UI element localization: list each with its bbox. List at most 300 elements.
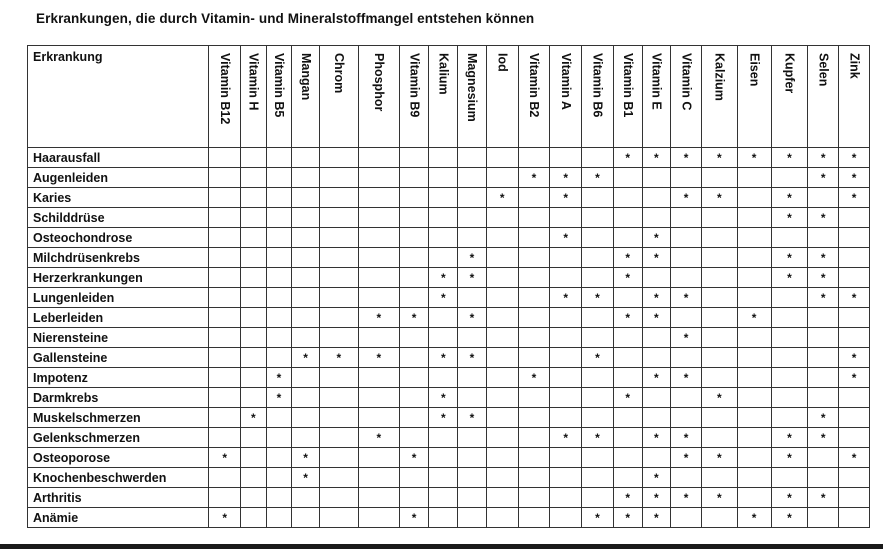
disease-name: Gallensteine (28, 348, 209, 368)
empty-cell (292, 168, 320, 188)
empty-cell (613, 228, 642, 248)
empty-cell (642, 168, 671, 188)
deficiency-mark: * (399, 448, 429, 468)
empty-cell (771, 308, 808, 328)
empty-cell (241, 328, 267, 348)
empty-cell (399, 428, 429, 448)
empty-cell (399, 228, 429, 248)
empty-cell (486, 408, 518, 428)
deficiency-mark: * (771, 268, 808, 288)
table-row (28, 268, 870, 288)
empty-cell (486, 308, 518, 328)
empty-cell (458, 388, 487, 408)
disease-name: Milchdrüsenkrebs (28, 248, 209, 268)
empty-cell (486, 468, 518, 488)
header-nutrient (266, 46, 292, 148)
disease-name: Karies (28, 188, 209, 208)
deficiency-mark: * (613, 488, 642, 508)
empty-cell (642, 268, 671, 288)
empty-cell (358, 408, 399, 428)
empty-cell (808, 448, 839, 468)
empty-cell (429, 168, 458, 188)
empty-cell (613, 288, 642, 308)
deficiency-mark: * (399, 308, 429, 328)
empty-cell (582, 408, 614, 428)
disease-name: Knochenbeschwerden (28, 468, 209, 488)
table-row (28, 468, 870, 488)
empty-cell (241, 288, 267, 308)
empty-cell (241, 388, 267, 408)
header-nutrient (358, 46, 399, 148)
empty-cell (458, 168, 487, 188)
empty-cell (582, 488, 614, 508)
empty-cell (319, 408, 358, 428)
table-row (28, 308, 870, 328)
header-disease: Erkrankung (28, 46, 209, 148)
empty-cell (771, 328, 808, 348)
empty-cell (209, 488, 241, 508)
empty-cell (613, 348, 642, 368)
empty-cell (429, 208, 458, 228)
header-nutrient-label: Mangan (298, 53, 313, 101)
deficiency-mark: * (209, 448, 241, 468)
deficiency-mark: * (613, 388, 642, 408)
empty-cell (701, 308, 737, 328)
deficiency-mark: * (808, 488, 839, 508)
header-nutrient (518, 46, 550, 148)
empty-cell (241, 448, 267, 468)
empty-cell (241, 248, 267, 268)
empty-cell (266, 408, 292, 428)
empty-cell (458, 488, 487, 508)
deficiency-mark: * (839, 168, 870, 188)
empty-cell (241, 228, 267, 248)
empty-cell (518, 408, 550, 428)
empty-cell (839, 208, 870, 228)
empty-cell (266, 488, 292, 508)
deficiency-mark: * (839, 148, 870, 168)
deficiency-mark: * (642, 468, 671, 488)
empty-cell (701, 268, 737, 288)
deficiency-mark: * (266, 388, 292, 408)
deficiency-mark: * (808, 168, 839, 188)
empty-cell (209, 468, 241, 488)
deficiency-mark: * (642, 288, 671, 308)
deficiency-mark: * (671, 448, 702, 468)
deficiency-mark: * (808, 408, 839, 428)
table-row (28, 228, 870, 248)
deficiency-mark: * (292, 348, 320, 368)
disease-name: Arthritis (28, 488, 209, 508)
empty-cell (292, 328, 320, 348)
empty-cell (642, 408, 671, 428)
empty-cell (319, 148, 358, 168)
empty-cell (737, 388, 771, 408)
empty-cell (319, 328, 358, 348)
empty-cell (613, 208, 642, 228)
empty-cell (582, 188, 614, 208)
empty-cell (701, 168, 737, 188)
deficiency-mark: * (671, 148, 702, 168)
header-nutrient (771, 46, 808, 148)
header-nutrient-label: Magnesium (465, 53, 480, 122)
empty-cell (737, 468, 771, 488)
bottom-rule (0, 544, 883, 549)
deficiency-mark: * (737, 308, 771, 328)
empty-cell (266, 348, 292, 368)
header-nutrient (808, 46, 839, 148)
deficiency-mark: * (808, 248, 839, 268)
disease-name: Osteochondrose (28, 228, 209, 248)
deficiency-mark: * (550, 168, 582, 188)
empty-cell (701, 408, 737, 428)
header-nutrient-label: Vitamin B9 (407, 53, 422, 118)
empty-cell (358, 248, 399, 268)
disease-name: Schilddrüse (28, 208, 209, 228)
empty-cell (701, 208, 737, 228)
empty-cell (582, 448, 614, 468)
deficiency-mark: * (582, 348, 614, 368)
empty-cell (399, 248, 429, 268)
deficiency-mark: * (839, 448, 870, 468)
header-nutrient-label: Vitamin C (679, 53, 694, 111)
empty-cell (839, 388, 870, 408)
empty-cell (429, 248, 458, 268)
empty-cell (518, 268, 550, 288)
disease-name: Herzerkrankungen (28, 268, 209, 288)
header-nutrient-label: Vitamin B5 (272, 53, 287, 118)
empty-cell (292, 228, 320, 248)
deficiency-mark: * (701, 448, 737, 468)
empty-cell (642, 348, 671, 368)
empty-cell (518, 328, 550, 348)
deficiency-mark: * (486, 188, 518, 208)
empty-cell (292, 308, 320, 328)
empty-cell (292, 368, 320, 388)
empty-cell (486, 508, 518, 528)
empty-cell (642, 188, 671, 208)
empty-cell (458, 508, 487, 528)
empty-cell (241, 468, 267, 488)
empty-cell (518, 468, 550, 488)
empty-cell (319, 448, 358, 468)
deficiency-mark: * (429, 408, 458, 428)
disease-name: Impotenz (28, 368, 209, 388)
deficiency-mark: * (319, 348, 358, 368)
empty-cell (771, 388, 808, 408)
empty-cell (209, 308, 241, 328)
empty-cell (737, 228, 771, 248)
empty-cell (671, 208, 702, 228)
empty-cell (319, 468, 358, 488)
empty-cell (808, 348, 839, 368)
header-nutrient (582, 46, 614, 148)
empty-cell (550, 348, 582, 368)
empty-cell (241, 268, 267, 288)
empty-cell (429, 308, 458, 328)
empty-cell (209, 408, 241, 428)
empty-cell (399, 468, 429, 488)
empty-cell (671, 348, 702, 368)
empty-cell (701, 468, 737, 488)
disease-name: Haarausfall (28, 148, 209, 168)
header-nutrient-label: Vitamin E (649, 53, 664, 110)
empty-cell (358, 228, 399, 248)
empty-cell (671, 228, 702, 248)
header-nutrient (241, 46, 267, 148)
deficiency-mark: * (613, 508, 642, 528)
deficiency-mark: * (808, 208, 839, 228)
empty-cell (358, 328, 399, 348)
empty-cell (358, 208, 399, 228)
empty-cell (518, 348, 550, 368)
deficiency-mark: * (671, 288, 702, 308)
empty-cell (582, 248, 614, 268)
empty-cell (737, 188, 771, 208)
empty-cell (550, 408, 582, 428)
deficiency-mark: * (550, 428, 582, 448)
empty-cell (209, 168, 241, 188)
deficiency-mark: * (613, 308, 642, 328)
empty-cell (550, 248, 582, 268)
deficiency-mark: * (458, 408, 487, 428)
empty-cell (486, 228, 518, 248)
empty-cell (808, 388, 839, 408)
empty-cell (486, 248, 518, 268)
empty-cell (737, 208, 771, 228)
deficiency-mark: * (771, 488, 808, 508)
deficiency-mark: * (358, 348, 399, 368)
deficiency-mark: * (737, 148, 771, 168)
empty-cell (429, 428, 458, 448)
empty-cell (358, 468, 399, 488)
table-row (28, 328, 870, 348)
deficiency-mark: * (642, 428, 671, 448)
deficiency-mark: * (358, 428, 399, 448)
empty-cell (550, 308, 582, 328)
empty-cell (458, 428, 487, 448)
empty-cell (808, 308, 839, 328)
empty-cell (671, 308, 702, 328)
header-nutrient (292, 46, 320, 148)
empty-cell (486, 328, 518, 348)
empty-cell (266, 428, 292, 448)
empty-cell (429, 448, 458, 468)
deficiency-mark: * (429, 268, 458, 288)
empty-cell (292, 288, 320, 308)
empty-cell (429, 328, 458, 348)
table-row (28, 208, 870, 228)
empty-cell (358, 168, 399, 188)
empty-cell (292, 408, 320, 428)
deficiency-mark: * (839, 348, 870, 368)
deficiency-mark: * (771, 508, 808, 528)
disease-name: Darmkrebs (28, 388, 209, 408)
table-row (28, 148, 870, 168)
empty-cell (642, 448, 671, 468)
empty-cell (808, 228, 839, 248)
empty-cell (839, 488, 870, 508)
empty-cell (358, 188, 399, 208)
empty-cell (737, 328, 771, 348)
empty-cell (737, 268, 771, 288)
empty-cell (209, 248, 241, 268)
empty-cell (737, 168, 771, 188)
empty-cell (771, 368, 808, 388)
empty-cell (701, 288, 737, 308)
empty-cell (613, 188, 642, 208)
deficiency-mark: * (241, 408, 267, 428)
deficiency-mark: * (550, 288, 582, 308)
empty-cell (518, 188, 550, 208)
empty-cell (613, 168, 642, 188)
empty-cell (358, 148, 399, 168)
header-nutrient-label: Vitamin A (558, 53, 573, 110)
deficiency-mark: * (292, 468, 320, 488)
empty-cell (458, 468, 487, 488)
empty-cell (518, 148, 550, 168)
empty-cell (613, 328, 642, 348)
table-row (28, 448, 870, 468)
empty-cell (839, 308, 870, 328)
empty-cell (209, 208, 241, 228)
empty-cell (737, 248, 771, 268)
disease-name: Leberleiden (28, 308, 209, 328)
table-row (28, 368, 870, 388)
empty-cell (582, 368, 614, 388)
empty-cell (292, 508, 320, 528)
empty-cell (808, 368, 839, 388)
empty-cell (582, 328, 614, 348)
empty-cell (839, 508, 870, 528)
empty-cell (399, 208, 429, 228)
empty-cell (209, 148, 241, 168)
header-nutrient (209, 46, 241, 148)
header-nutrient-label: Chrom (332, 53, 347, 94)
empty-cell (319, 388, 358, 408)
empty-cell (241, 208, 267, 228)
header-nutrient (399, 46, 429, 148)
deficiency-mark: * (429, 288, 458, 308)
deficiency-mark: * (771, 428, 808, 448)
empty-cell (701, 428, 737, 448)
header-nutrient-label: Vitamin B2 (527, 53, 542, 118)
empty-cell (241, 348, 267, 368)
empty-cell (737, 348, 771, 368)
empty-cell (209, 368, 241, 388)
deficiency-mark: * (642, 148, 671, 168)
header-nutrient (701, 46, 737, 148)
empty-cell (319, 508, 358, 528)
empty-cell (550, 268, 582, 288)
empty-cell (839, 408, 870, 428)
empty-cell (319, 248, 358, 268)
empty-cell (737, 488, 771, 508)
empty-cell (582, 228, 614, 248)
header-nutrient (642, 46, 671, 148)
empty-cell (582, 388, 614, 408)
deficiency-mark: * (642, 488, 671, 508)
deficiency-mark: * (671, 488, 702, 508)
header-nutrient-label: Iod (495, 53, 510, 72)
deficiency-mark: * (209, 508, 241, 528)
deficiency-mark: * (518, 368, 550, 388)
header-nutrient-label: Vitamin B12 (217, 53, 232, 125)
deficiency-mark: * (701, 188, 737, 208)
table-row (28, 188, 870, 208)
empty-cell (319, 428, 358, 448)
deficiency-mark: * (642, 308, 671, 328)
empty-cell (429, 368, 458, 388)
empty-cell (241, 508, 267, 528)
table-row (28, 488, 870, 508)
empty-cell (266, 268, 292, 288)
empty-cell (241, 308, 267, 328)
header-row (28, 46, 870, 148)
empty-cell (518, 508, 550, 528)
empty-cell (399, 488, 429, 508)
empty-cell (808, 188, 839, 208)
empty-cell (771, 348, 808, 368)
empty-cell (486, 428, 518, 448)
empty-cell (486, 388, 518, 408)
empty-cell (292, 188, 320, 208)
deficiency-mark: * (399, 508, 429, 528)
deficiency-mark: * (771, 248, 808, 268)
empty-cell (486, 208, 518, 228)
empty-cell (241, 148, 267, 168)
empty-cell (241, 168, 267, 188)
empty-cell (737, 368, 771, 388)
disease-name: Osteoporose (28, 448, 209, 468)
disease-name: Nierensteine (28, 328, 209, 348)
deficiency-mark: * (671, 328, 702, 348)
deficiency-mark: * (701, 148, 737, 168)
deficiency-mark: * (701, 388, 737, 408)
deficiency-mark: * (737, 508, 771, 528)
empty-cell (241, 368, 267, 388)
header-nutrient-label: Kupfer (782, 53, 797, 94)
empty-cell (737, 288, 771, 308)
empty-cell (518, 428, 550, 448)
empty-cell (613, 428, 642, 448)
header-nutrient (737, 46, 771, 148)
disease-name: Anämie (28, 508, 209, 528)
empty-cell (399, 148, 429, 168)
deficiency-mark: * (642, 508, 671, 528)
empty-cell (209, 388, 241, 408)
deficiency-mark: * (808, 268, 839, 288)
header-nutrient-label: Kalzium (712, 53, 727, 101)
deficiency-mark: * (613, 268, 642, 288)
empty-cell (399, 328, 429, 348)
empty-cell (486, 488, 518, 508)
header-nutrient (486, 46, 518, 148)
header-nutrient (458, 46, 487, 148)
table-row (28, 508, 870, 528)
deficiency-mark: * (671, 188, 702, 208)
header-nutrient-label: Zink (847, 53, 862, 79)
empty-cell (319, 368, 358, 388)
header-nutrient-label: Vitamin B1 (620, 53, 635, 118)
empty-cell (839, 248, 870, 268)
deficiency-table (27, 45, 870, 528)
empty-cell (839, 268, 870, 288)
empty-cell (458, 148, 487, 168)
header-nutrient-label: Kalium (436, 53, 451, 95)
empty-cell (319, 208, 358, 228)
deficiency-mark: * (613, 148, 642, 168)
